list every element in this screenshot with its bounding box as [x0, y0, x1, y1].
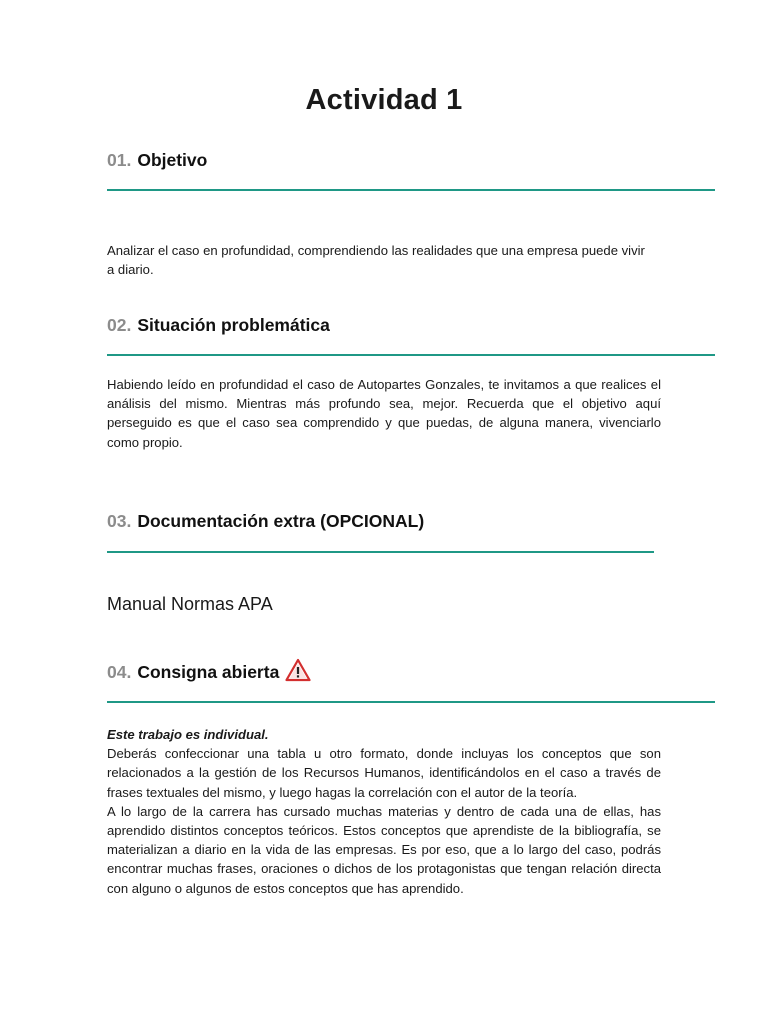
section-title: Situación problemática	[137, 315, 330, 335]
situacion-text	[107, 375, 661, 452]
section-heading-documentacion	[107, 511, 424, 532]
section-number: 03.	[107, 511, 132, 531]
section-divider	[107, 551, 654, 553]
section-title: Documentación extra (OPCIONAL)	[137, 511, 425, 531]
section-heading-consigna	[107, 660, 311, 684]
section-title: Consigna abierta	[137, 661, 280, 682]
objetivo-text	[107, 241, 652, 279]
paragraph: A lo largo de la carrera has cursado muchas materias y dentro de cada una de ellas, has aprendido distintos conceptos teóricos. Estos conceptos que aprendiste de la bibliografía, se materializan a diario en la vida de las empresas. Es por eso, que a lo largo del caso, podrás encontrar muchas frases, oraciones o dichos de los protagonistas que tengan relación directa con alguno o algunos de estos conceptos que has aprendido.	[107, 803, 661, 896]
section-number: 04.	[107, 661, 132, 682]
consigna-text	[107, 725, 661, 898]
paragraph: Deberás confeccionar una tabla u otro formato, donde incluyas los conceptos que son relacionados a la gestión de los Recursos Humanos, identificándolos en el caso a través de frases textuales del mismo, y luego hagas la correlación con el autor de la teoría.	[107, 746, 661, 800]
section-title: Objetivo	[137, 150, 208, 170]
paragraph: Habiendo leído en profundidad el caso de Autopartes Gonzales, te invitamos a que realices el análisis del mismo. Mientras más profundo sea, mejor. Recuerda que el objetivo aquí perseguido es que el caso sea comprendido y que puedas, de alguna manera, vivenciarlo como propio.	[107, 377, 661, 450]
manual-apa-link[interactable]: Manual Normas APA	[107, 594, 273, 614]
section-number: 02.	[107, 315, 132, 335]
section-heading-situacion	[107, 315, 330, 336]
section-divider	[107, 354, 715, 356]
section-divider	[107, 189, 715, 191]
section-number: 01.	[107, 150, 132, 170]
paragraph: Analizar el caso en profundidad, comprendiendo las realidades que una empresa puede vivir a diario.	[107, 243, 645, 278]
warning-icon	[285, 658, 311, 682]
lead-statement: Este trabajo es individual.	[107, 727, 269, 742]
section-divider	[107, 701, 715, 703]
section-heading-objetivo	[107, 150, 207, 171]
page-title: Actividad 1	[305, 84, 463, 116]
